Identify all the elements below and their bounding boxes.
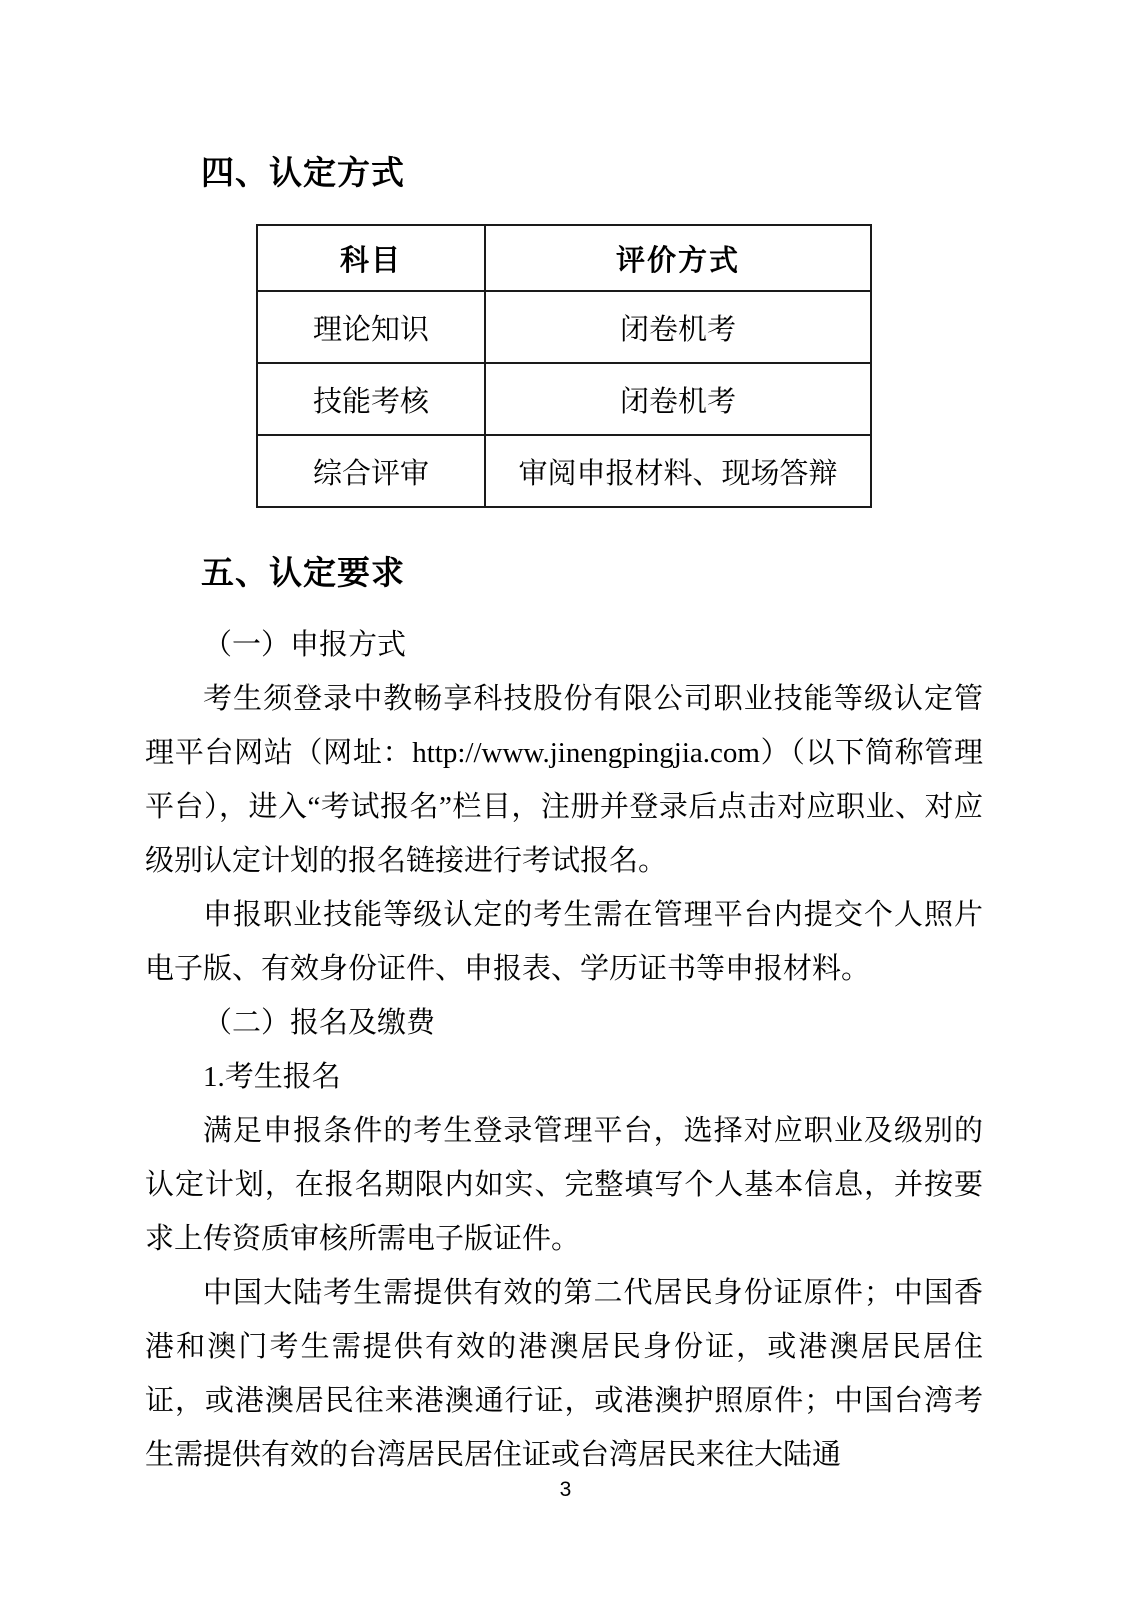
section-5-body (145, 618, 983, 1482)
paragraph-submit-materials: 申报职业技能等级认定的考生需在管理平台内提交个人照片电子版、有效身份证件、申报表、学历证书等申报材料。 (145, 899, 983, 985)
table-header-method: 评价方式 (485, 225, 871, 291)
table-cell-subject: 理论知识 (257, 291, 485, 363)
table-cell-method: 审阅申报材料、现场答辩 (485, 435, 871, 507)
table-row (257, 435, 871, 507)
paragraph-registration-platform: 考生须登录中教畅享科技股份有限公司职业技能等级认定管理平台网站（网址：http://www.jinengpingjia.com）（以下简称管理平台），进入“考试报名”栏目，注册并登录后点击对应职业、对应级别认定计划的报名链接进行考试报名。 (145, 683, 983, 877)
table-cell-subject: 技能考核 (257, 363, 485, 435)
table-row (257, 363, 871, 435)
paragraph-signup-process: 满足申报条件的考生登录管理平台，选择对应职业及级别的认定计划，在报名期限内如实、完整填写个人基本信息，并按要求上传资质审核所需电子版证件。 (145, 1115, 983, 1255)
section-heading-4: 四、认定方式 (201, 154, 405, 191)
table-row (257, 291, 871, 363)
table-cell-subject: 综合评审 (257, 435, 485, 507)
evaluation-method-table (256, 224, 872, 508)
page-number: 3 (559, 1478, 572, 1501)
table-header-subject: 科目 (257, 225, 485, 291)
table-cell-method: 闭卷机考 (485, 291, 871, 363)
table-header-row (257, 225, 871, 291)
paragraph-candidate-signup-subheading: 1.考生报名 (203, 1061, 341, 1093)
section-heading-5: 五、认定要求 (201, 554, 405, 591)
paragraph-application-method-subheading: （一）申报方式 (203, 629, 407, 661)
table-cell-method: 闭卷机考 (485, 363, 871, 435)
paragraph-id-requirements: 中国大陆考生需提供有效的第二代居民身份证原件；中国香港和澳门考生需提供有效的港澳居民身份证，或港澳居民居住证，或港澳居民往来港澳通行证，或港澳护照原件；中国台湾考生需提供有效的台湾居民居住证或台湾居民来往大陆通 (145, 1277, 983, 1471)
paragraph-signup-payment-subheading: （二）报名及缴费 (203, 1007, 436, 1039)
